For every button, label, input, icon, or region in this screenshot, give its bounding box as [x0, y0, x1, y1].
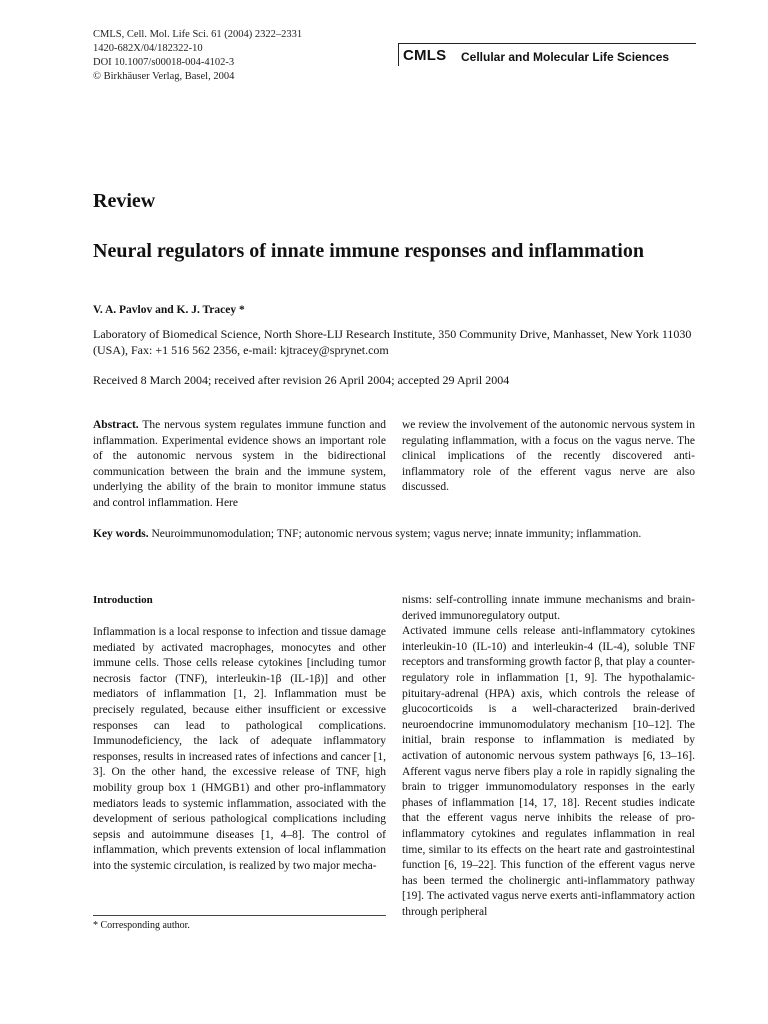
journal-name: Cellular and Molecular Life Sciences: [461, 50, 670, 64]
keywords: [93, 527, 693, 543]
keywords-label: Key words.: [93, 528, 149, 540]
journal-logo: [398, 43, 696, 66]
abstract-left-column: [93, 418, 386, 512]
keywords-text: Neuroimmunomodulation; TNF; autonomic nervous system; vagus nerve; innate immunity; inflammation.: [151, 528, 642, 540]
intro-paragraph-left: Inflammation is a local response to infection and tissue damage mediated by activated macrophages, monocytes and other immune cells. Those cells release cytokines [including tumor necrosis factor (TNF), interleukin-1β (IL-1β)] and other mediators of inflammation [1, 2]. Inflammation must be precisely regulated, because either insufficient or excessive responses can lead to pathological complications. Immunodeficiency, the lack of adequate inflammatory responses, results in increased rates of infections and cancer [1, 3]. On the other hand, the excessive release of TNF, high mobility group box 1 (HMGB1) and other pro-inflammatory mediators leads to systemic inflammation, associated with the development of serious pathological complications including sepsis and autoimmune diseases [1, 4–8]. The control of inflammation, which prevents extension of local inflammation into the systemic circulation, is realized by two major mecha-: [93, 626, 386, 872]
doi-line: DOI 10.1007/s00018-004-4102-3: [93, 57, 235, 68]
citation-line: CMLS, Cell. Mol. Life Sci. 61 (2004) 2322–2331: [93, 29, 303, 40]
issn-line: 1420-682X/04/182322-10: [93, 43, 203, 54]
article-title: Neural regulators of innate immune responses and inflammation: [93, 240, 644, 262]
intro-paragraph-right-1: nisms: self-controlling innate immune mechanisms and brain-derived immunoregulatory output.: [402, 594, 695, 622]
abstract-label: Abstract.: [93, 419, 139, 431]
section-heading: Introduction: [93, 594, 153, 606]
intro-paragraph-right-2: Activated immune cells release anti-inflammatory cytokines interleukin-10 (IL-10) and interleukin-4 (IL-4), soluble TNF receptors and transforming growth factor β, that play a counter-regulatory role in inflammation [1, 9]. The hypothalamic-pituitary-adrenal (HPA) axis, which controls the release of glucocorticoids is a well-characterized brain-derived neuroendocrine immunomodulatory mechanism [10–12]. The initial, brain response to inflammation is mediated by activation of autonomic nervous system pathways [6, 13–16]. Afferent vagus nerve fibers play a role in rapidly signaling the brain to trigger immunomodulatory responses in the early phases of inflammation [14, 17, 18]. Recent studies indicate that the efferent vagus nerve inhibits the release of pro-inflammatory cytokines and regulates inflammation in real time, similar to its effects on the heart rate and gastrointestinal function [6, 19–22]. This function of the efferent vagus nerve has been termed the cholinergic anti-inflammatory pathway [19]. The activated vagus nerve exerts anti-inflammatory action through peripheral: [402, 625, 695, 918]
authors: V. A. Pavlov and K. J. Tracey *: [93, 304, 245, 316]
journal-abbr: CMLS: [403, 47, 447, 64]
copyright-line: © Birkhäuser Verlag, Basel, 2004: [93, 71, 235, 82]
article-type: Review: [93, 190, 156, 212]
received-dates: Received 8 March 2004; received after revision 26 April 2004; accepted 29 April 2004: [93, 373, 510, 387]
abstract-text-left: The nervous system regulates immune function and inflammation. Experimental evidence shows an important role of the autonomic nervous system in the bidirectional communication between the brain and the immune system, underlying the ability of the brain to monitor immune status and control inflammation. Here: [93, 419, 387, 509]
abstract-right-column: [402, 418, 695, 496]
footnote: * Corresponding author.: [93, 920, 190, 931]
citation-meta: [93, 28, 302, 84]
abstract-text-right: we review the involvement of the autonomic nervous system in regulating inflammation, with a focus on the vagus nerve. The clinical implications of the recently discovered anti-inflammatory role of the efferent vagus nerve are also discussed.: [402, 419, 695, 494]
body-left-column: [93, 625, 386, 875]
affiliation: Laboratory of Biomedical Science, North Shore-LIJ Research Institute, 350 Community Drive, Manhasset, New York 11030 (USA), Fax: +1 516 562 2356, e-mail: kjtracey@sprynet.com: [93, 327, 692, 357]
footnote-divider: [93, 915, 386, 916]
body-right-column: [402, 593, 695, 920]
